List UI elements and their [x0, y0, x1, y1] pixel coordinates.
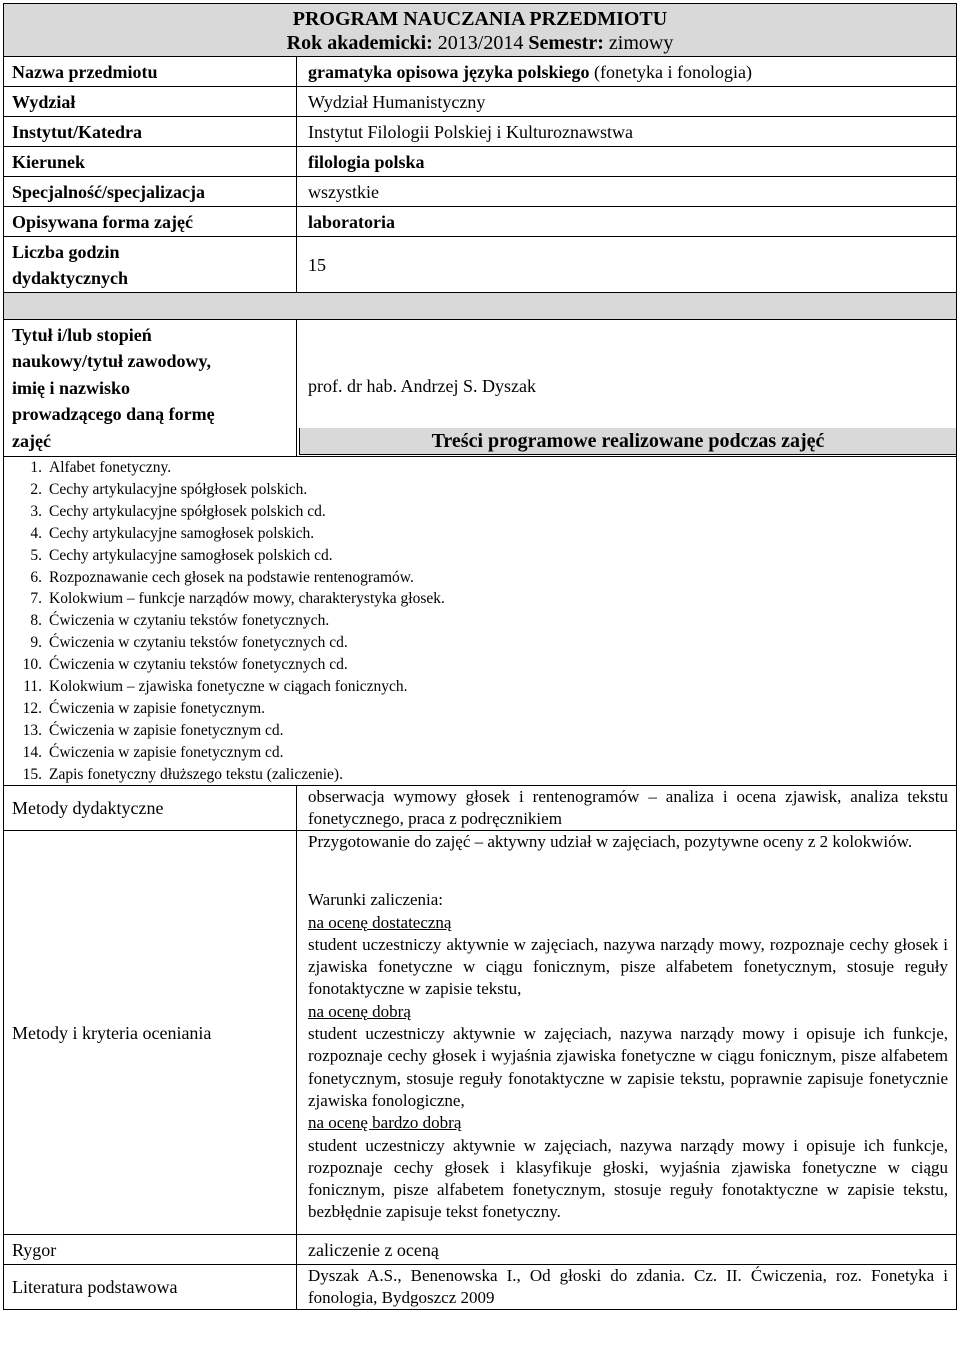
topic-item — [4, 764, 956, 786]
faculty-value: Wydział Humanistyczny — [308, 91, 486, 112]
hours-label — [4, 237, 297, 292]
academic-year-line — [4, 31, 956, 55]
topic-item — [4, 720, 956, 742]
topic-item — [4, 523, 956, 545]
topic-number: 1. — [30, 459, 42, 476]
topic-number: 15. — [22, 765, 42, 783]
hours-row — [3, 237, 957, 293]
topic-item — [4, 654, 956, 676]
topic-item — [4, 567, 956, 589]
class-form-row — [3, 207, 957, 237]
topic-number: 8. — [30, 612, 42, 630]
topic-item — [4, 698, 956, 720]
teacher-label-line: prowadzącego daną formę — [12, 404, 215, 425]
topic-text: Zapis fonetyczny dłuższego tekstu (zaliczenie). — [49, 765, 343, 783]
grade-good-text: student uczestniczy aktywnie w zajęciach, nazywa narządy mowy i opisuje ich funkcje, rozpoznaje cechy głosek i wyjaśnia zjawiska fonetyczne w ciągu fonicznym, pisze alfabetem fonetycznym, stosuje reguły fonotaktyczne w zapisie tekstu, poprawnie zapisuje fonetycznie zjawiska fonologiczne, — [308, 1024, 948, 1110]
topic-number: 10. — [22, 656, 42, 674]
topic-item — [4, 457, 956, 479]
specialization-value: wszystkie — [308, 181, 379, 202]
topic-item — [4, 632, 956, 654]
subject-detail: (fonetyka i fonologia) — [589, 61, 752, 82]
grade-very-good-label: na ocenę bardzo dobrą — [308, 1113, 462, 1133]
topics-list — [4, 457, 956, 786]
institute-label: Instytut/Katedra — [4, 117, 297, 146]
document-title: PROGRAM NAUCZANIA PRZEDMIOTU — [292, 8, 668, 30]
faculty-row — [3, 87, 957, 117]
rigor-row — [3, 1235, 957, 1265]
topic-item — [4, 479, 956, 501]
topic-item — [4, 742, 956, 764]
topic-number: 9. — [30, 634, 42, 652]
topic-text: Cechy artykulacyjne samogłosek polskich cd. — [49, 546, 333, 564]
syllabus-document — [3, 3, 957, 1310]
literature-label: Literatura podstawowa — [4, 1265, 297, 1309]
topic-text: Cechy artykulacyjne samogłosek polskich. — [49, 524, 315, 542]
topic-number: 5. — [30, 546, 42, 564]
document-header — [3, 4, 957, 57]
grade-very-good-text: student uczestniczy aktywnie w zajęciach, nazywa narządy mowy i opisuje ich funkcje, rozpoznaje cechy głosek i klasyfikuje głoski, wyjaśnia zjawiska fonetyczne w ciągu fonicznym, pisze alfabetem fonetycznym, stosuje reguły fonotaktyczne w zapisie tekstu, bezbłędnie zapisuje tekst fonetyczny. — [308, 1135, 948, 1222]
institute-value: Instytut Filologii Polskiej i Kulturoznawstwa — [308, 121, 633, 142]
assessment-intro: Przygotowanie do zajęć – aktywny udział w zajęciach, pozytywne oceny z 2 kolokwiów. — [308, 832, 913, 851]
subject-value — [297, 57, 956, 86]
topic-item — [4, 610, 956, 632]
teacher-label-line: Tytuł i/lub stopień — [12, 324, 152, 345]
field-label: Kierunek — [4, 147, 297, 176]
subject-label: Nazwa przedmiotu — [4, 57, 297, 86]
faculty-label: Wydział — [4, 87, 297, 116]
topic-text: Kolokwium – funkcje narządów mowy, charakterystyka głosek. — [49, 590, 445, 608]
academic-year-label: Rok akademicki: — [286, 32, 433, 54]
topic-number: 12. — [22, 699, 42, 717]
topic-text: Rozpoznawanie cech głosek na podstawie rentenogramów. — [49, 568, 414, 586]
topic-number: 11. — [23, 678, 42, 696]
institute-row — [3, 117, 957, 147]
teacher-label — [4, 320, 297, 456]
methods-row — [3, 786, 957, 831]
content-heading — [299, 428, 957, 455]
subject-row — [3, 57, 957, 87]
topic-text: Ćwiczenia w zapisie fonetycznym. — [49, 699, 266, 717]
subject-name: gramatyka opisowa języka polskiego — [308, 61, 590, 82]
academic-year-value: 2013/2014 — [437, 32, 524, 54]
methods-label: Metody dydaktyczne — [4, 786, 297, 830]
literature-value: Dyszak A.S., Benenowska I., Od głoski do zdania. Cz. II. Ćwiczenia, roz. Fonetyka i fonologia, Bydgoszcz 2009 — [308, 1266, 948, 1307]
assessment-value — [297, 831, 956, 1234]
assessment-label: Metody i kryteria oceniania — [4, 831, 297, 1234]
methods-value: obserwacja wymowy głosek i rentenogramów – analiza i ocena zjawisk, analiza tekstu fonetycznego, praca z podręcznikiem — [308, 787, 948, 828]
teacher-label-line: imię i nazwisko — [12, 377, 131, 398]
field-row — [3, 147, 957, 177]
topic-number: 4. — [30, 524, 42, 542]
assessment-conditions: Warunki zaliczenia: — [308, 890, 444, 910]
topic-number: 3. — [30, 502, 42, 520]
topic-text: Cechy artykulacyjne spółgłosek polskich cd. — [49, 502, 326, 520]
specialization-label: Specjalność/specjalizacja — [4, 177, 297, 206]
topic-text: Ćwiczenia w zapisie fonetycznym cd. — [49, 743, 284, 761]
topic-text: Ćwiczenia w czytaniu tekstów fonetycznych cd. — [49, 634, 348, 652]
semester-value: zimowy — [608, 32, 674, 54]
grade-good-label: na ocenę dobrą — [308, 1001, 411, 1021]
topic-item — [4, 545, 956, 567]
teacher-label-line: zajęć — [12, 430, 51, 451]
assessment-row — [3, 831, 957, 1235]
topic-number: 14. — [22, 743, 42, 761]
semester-label: Semestr: — [528, 32, 604, 54]
separator-row — [3, 293, 957, 320]
topic-item — [4, 676, 956, 698]
topic-item — [4, 588, 956, 610]
topic-number: 13. — [22, 721, 42, 739]
literature-row — [3, 1265, 957, 1310]
specialization-row — [3, 177, 957, 207]
rigor-value: zaliczenie z oceną — [308, 1239, 439, 1260]
topic-text: Cechy artykulacyjne spółgłosek polskich. — [49, 480, 308, 498]
field-value: filologia polska — [308, 151, 425, 172]
class-form-value: laboratoria — [308, 211, 395, 232]
topic-text: Ćwiczenia w czytaniu tekstów fonetycznych cd. — [49, 656, 348, 674]
class-form-label: Opisywana forma zajęć — [4, 207, 297, 236]
teacher-label-line: naukowy/tytuł zawodowy, — [12, 351, 212, 372]
topic-text: Ćwiczenia w zapisie fonetycznym cd. — [49, 721, 284, 739]
topic-number: 2. — [30, 480, 42, 498]
topic-number: 7. — [30, 590, 42, 608]
hours-value: 15 — [308, 254, 326, 275]
teacher-value: prof. dr hab. Andrzej S. Dyszak — [308, 376, 536, 396]
hours-label-line: Liczba godzin — [12, 241, 120, 262]
topic-item — [4, 501, 956, 523]
topics-section — [3, 455, 957, 786]
topic-text: Ćwiczenia w czytaniu tekstów fonetycznych. — [49, 612, 330, 630]
content-heading-text: Treści programowe realizowane podczas zajęć — [431, 429, 825, 452]
topic-number: 6. — [30, 568, 42, 586]
hours-label-line: dydaktycznych — [12, 267, 129, 288]
rigor-label: Rygor — [4, 1235, 297, 1264]
grade-satisfactory-text: student uczestniczy aktywnie w zajęciach, nazywa narządy mowy, rozpoznaje cechy głosek i zjawiska fonetyczne w ciągu fonicznym, pisze alfabetem fonetycznym, stosuje reguły fonotaktyczne w zapisie tekstu, — [308, 934, 948, 999]
topic-text: Kolokwium – zjawiska fonetyczne w ciągach fonicznych. — [49, 678, 408, 696]
topic-text: Alfabet fonetyczny. — [49, 459, 172, 476]
grade-satisfactory-label: na ocenę dostateczną — [308, 912, 452, 932]
